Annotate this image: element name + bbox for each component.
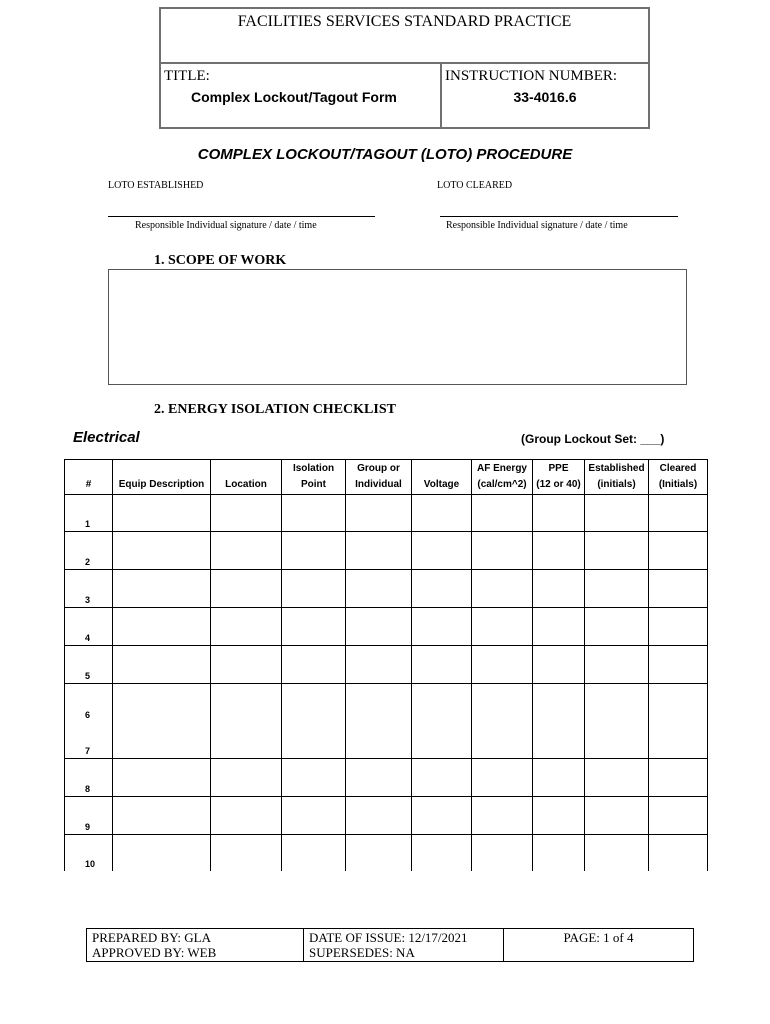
table-cell-input[interactable] [282,608,346,646]
supersedes: SUPERSEDES: NA [309,945,415,960]
org-title: FACILITIES SERVICES STANDARD PRACTICE [161,9,648,64]
table-cell-input[interactable] [113,684,211,759]
table-cell-input[interactable] [346,835,412,871]
table-cell-input[interactable] [533,684,585,759]
table-cell-input[interactable] [649,759,708,797]
row-number-label: 7 [85,746,91,756]
table-cell-input[interactable] [649,495,708,532]
energy-isolation-heading: 2. ENERGY ISOLATION CHECKLIST [154,402,396,417]
table-cell-input[interactable] [113,835,211,871]
row-number: 1 [65,495,113,532]
procedure-title: COMPLEX LOCKOUT/TAGOUT (LOTO) PROCEDURE [197,146,573,163]
title-value: Complex Lockout/Tagout Form [191,89,397,105]
table-cell-input[interactable] [585,835,649,871]
column-header-line: Voltage [423,479,460,490]
table-cell-input[interactable] [211,608,282,646]
column-header-line: Established [588,463,645,474]
column-header [412,460,472,495]
table-cell-input[interactable] [346,570,412,608]
table-cell-input[interactable] [346,797,412,835]
column-header-line: Point [301,479,326,490]
footer-issue-cell [304,929,504,962]
table-cell-input[interactable] [472,495,533,532]
established-signature-line[interactable] [108,216,375,217]
table-cell-input[interactable] [472,646,533,684]
footer-table [86,928,694,962]
page-number: PAGE: 1 of 4 [563,930,634,945]
table-cell-input[interactable] [282,532,346,570]
table-cell-input[interactable] [649,570,708,608]
table-cell-input[interactable] [533,797,585,835]
table-cell-input[interactable] [282,797,346,835]
table-cell-input[interactable] [472,835,533,871]
table-cell-input[interactable] [649,646,708,684]
table-cell-input[interactable] [649,797,708,835]
table-cell-input[interactable] [472,797,533,835]
table-cell-input[interactable] [533,570,585,608]
table-cell-input[interactable] [533,532,585,570]
approved-by: APPROVED BY: WEB [92,945,217,960]
column-header [113,460,211,495]
table-cell-input[interactable] [585,646,649,684]
column-header-line: AF Energy [476,463,527,474]
column-header-line: Group or [357,463,400,474]
table-cell-input[interactable] [533,646,585,684]
table-row [65,646,708,684]
table-row [65,570,708,608]
column-header-line: Location [225,479,267,490]
title-label: TITLE: [164,68,210,84]
title-cell [161,64,442,127]
table-cell-input[interactable] [211,684,282,759]
loto-established-label: LOTO ESTABLISHED [108,180,204,191]
row-number: 5 [65,646,113,684]
table-cell-input[interactable] [113,532,211,570]
table-cell-input[interactable] [649,532,708,570]
table-cell-input[interactable] [282,646,346,684]
table-cell-input[interactable] [346,759,412,797]
table-cell-input[interactable] [585,608,649,646]
table-cell-input[interactable] [113,495,211,532]
table-cell-input[interactable] [412,495,472,532]
column-header-line: Isolation [292,463,335,474]
table-cell-input[interactable] [472,608,533,646]
table-header-row [65,460,708,495]
table-cell-input[interactable] [211,759,282,797]
table-cell-input[interactable] [585,532,649,570]
established-signature-caption: Responsible Individual signature / date / time [135,220,317,231]
column-header [346,460,412,495]
scope-of-work-field[interactable] [108,269,687,385]
table-cell-input[interactable] [282,684,346,759]
row-number: 4 [65,608,113,646]
column-header-line: (cal/cm^2) [477,479,527,490]
header-box [159,7,650,129]
row-number: 8 [65,759,113,797]
table-cell-input[interactable] [282,570,346,608]
table-cell-input[interactable] [585,759,649,797]
row-number: 10 [65,835,113,871]
column-header [649,460,708,495]
row-number-label: 6 [85,710,91,720]
date-of-issue: DATE OF ISSUE: 12/17/2021 [309,930,468,945]
table-cell-input[interactable] [585,495,649,532]
loto-cleared-label: LOTO CLEARED [437,180,513,191]
table-cell-input[interactable] [113,759,211,797]
table-cell-input[interactable] [346,684,412,759]
table-cell-input[interactable] [533,759,585,797]
table-cell-input[interactable] [211,646,282,684]
table-cell-input[interactable] [472,570,533,608]
row-number: 3 [65,570,113,608]
footer-prepared-cell [87,929,304,962]
table-row [65,495,708,532]
table-cell-input[interactable] [533,608,585,646]
table-cell-input[interactable] [649,684,708,759]
column-header-line: Cleared [659,463,697,474]
table-cell-input[interactable] [472,684,533,759]
table-cell-input[interactable] [412,684,472,759]
footer-page-cell [504,929,694,962]
table-cell-input[interactable] [412,759,472,797]
scope-heading: 1. SCOPE OF WORK [154,253,287,268]
table-cell-input[interactable] [346,495,412,532]
column-header-line: (12 or 40) [536,479,581,490]
column-header-line: PPE [548,463,569,474]
table-cell-input[interactable] [533,495,585,532]
column-header [211,460,282,495]
table-row [65,684,708,759]
column-header-line: # [85,479,92,490]
electrical-heading: Electrical [73,429,140,446]
instruction-value: 33-4016.6 [513,89,577,105]
table-cell-input[interactable] [472,532,533,570]
prepared-by: PREPARED BY: GLA [92,930,211,945]
table-cell-input[interactable] [113,646,211,684]
table-cell-input[interactable] [585,797,649,835]
instruction-cell [442,64,648,127]
column-header [65,460,113,495]
column-header [533,460,585,495]
table-row [65,759,708,797]
column-header [472,460,533,495]
cleared-signature-line[interactable] [440,216,678,217]
table-cell-input[interactable] [649,835,708,871]
table-cell-input[interactable] [113,570,211,608]
table-cell-input[interactable] [282,495,346,532]
table-cell-input[interactable] [346,532,412,570]
table-cell-input[interactable] [649,608,708,646]
table-cell-input[interactable] [211,797,282,835]
group-lockout-set: (Group Lockout Set: ___) [521,432,665,446]
instruction-label: INSTRUCTION NUMBER: [445,68,618,84]
table-cell-input[interactable] [412,797,472,835]
table-row [65,532,708,570]
row-number [65,684,113,759]
table-cell-input[interactable] [282,835,346,871]
table-row [65,835,708,871]
electrical-checklist-table [64,459,708,871]
table-cell-input[interactable] [113,608,211,646]
table-cell-input[interactable] [211,495,282,532]
table-cell-input[interactable] [412,835,472,871]
table-cell-input[interactable] [113,797,211,835]
column-header-line: (Initials) [658,479,698,490]
table-cell-input[interactable] [412,532,472,570]
column-header [282,460,346,495]
table-cell-input[interactable] [412,608,472,646]
table-cell-input[interactable] [412,570,472,608]
column-header-line: Equip Description [118,479,205,490]
row-number: 2 [65,532,113,570]
table-cell-input[interactable] [585,570,649,608]
table-cell-input[interactable] [412,646,472,684]
table-cell-input[interactable] [282,759,346,797]
column-header [585,460,649,495]
table-row [65,797,708,835]
table-cell-input[interactable] [472,759,533,797]
table-cell-input[interactable] [211,570,282,608]
table-cell-input[interactable] [211,532,282,570]
table-cell-input[interactable] [346,646,412,684]
column-header-line: Individual [355,479,402,490]
table-cell-input[interactable] [346,608,412,646]
table-cell-input[interactable] [585,684,649,759]
table-cell-input[interactable] [533,835,585,871]
table-row [65,608,708,646]
cleared-signature-caption: Responsible Individual signature / date / time [446,220,628,231]
table-cell-input[interactable] [211,835,282,871]
column-header-line: (initials) [597,479,636,490]
row-number: 9 [65,797,113,835]
